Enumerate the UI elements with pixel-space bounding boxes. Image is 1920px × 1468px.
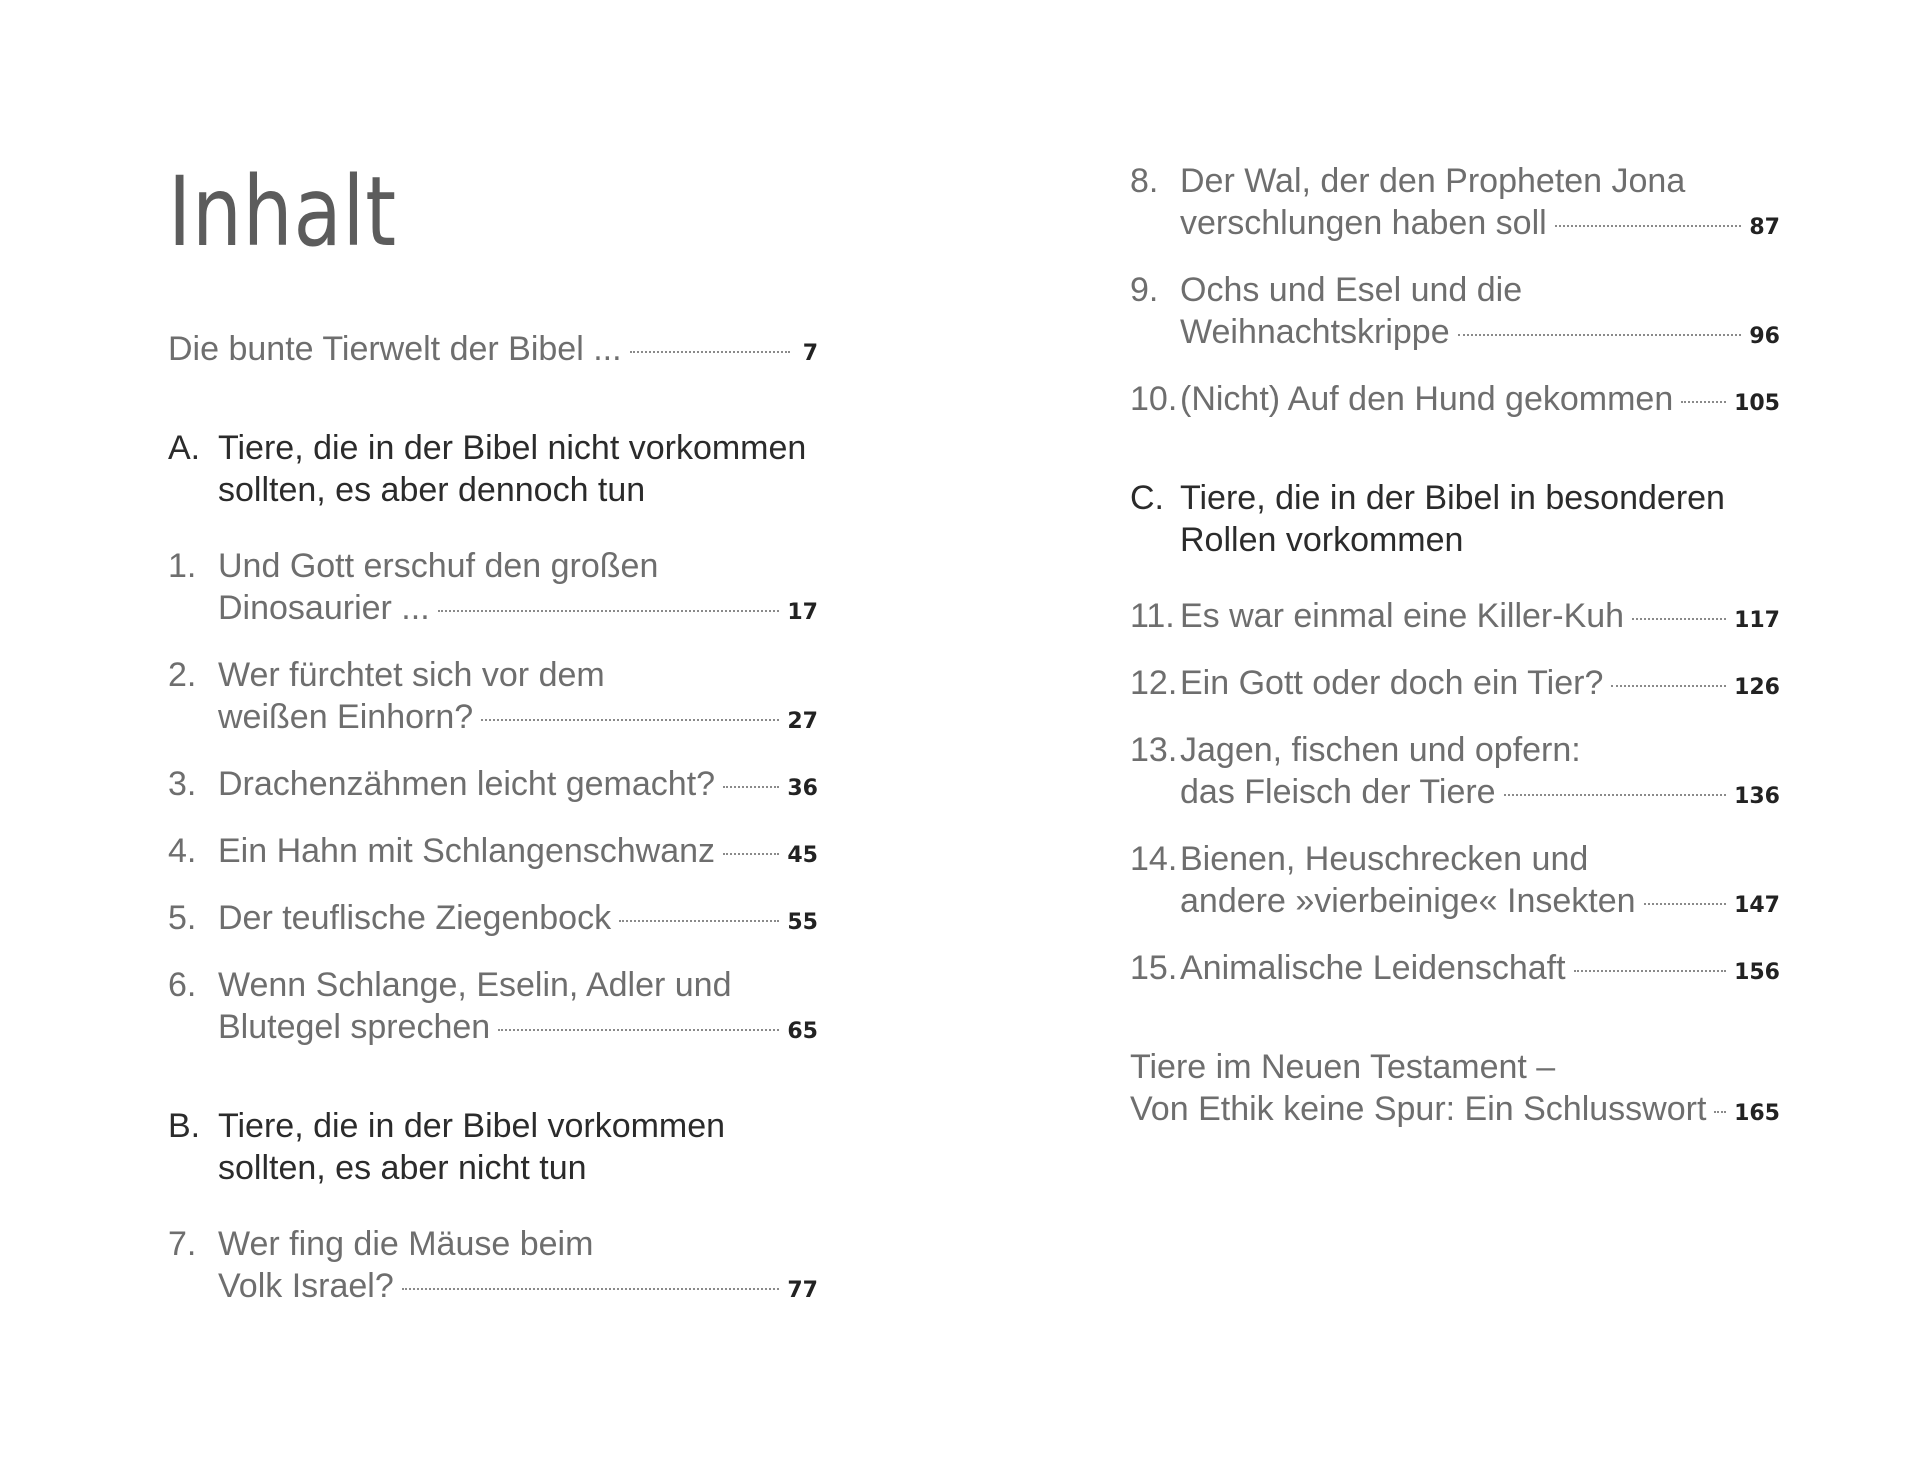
- toc-closing: [1130, 1046, 1780, 1135]
- chapter-number: 5.: [168, 899, 197, 937]
- chapter-number: 12.: [1130, 664, 1178, 702]
- toc-chapter-6: [168, 964, 818, 1053]
- chapter-title: (Nicht) Auf den Hund gekommen: [1180, 380, 1674, 418]
- page-number: 65: [787, 1019, 818, 1044]
- chapter-number: 1.: [168, 547, 197, 585]
- page-number: 36: [787, 776, 818, 801]
- toc-chapter-13: [1130, 729, 1780, 818]
- chapter-title-line2: Weihnachtskrippe: [1180, 313, 1450, 351]
- chapter-title-line2: weißen Einhorn?: [218, 698, 474, 736]
- page-number: 147: [1734, 893, 1780, 918]
- page-number: 126: [1734, 675, 1780, 700]
- page-number: 87: [1749, 215, 1780, 240]
- closing-title-line2: Von Ethik keine Spur: Ein Schlusswort: [1130, 1090, 1707, 1128]
- chapter-title-line2: Blutegel sprechen: [218, 1008, 491, 1046]
- toc-chapter-7: [168, 1223, 818, 1312]
- chapter-title: Der teuflische Ziegenbock: [218, 899, 612, 937]
- chapter-title-line2: andere »vierbeinige« Insekten: [1180, 882, 1636, 920]
- dot-leader: [723, 786, 779, 788]
- dot-leader: [481, 719, 779, 721]
- toc-chapter-3: [168, 763, 818, 810]
- dot-leader: [402, 1288, 780, 1290]
- section-letter: C.: [1130, 479, 1164, 517]
- section-letter: A.: [168, 429, 201, 467]
- chapter-title-line1: Und Gott erschuf den großen: [218, 547, 659, 585]
- chapter-number: 15.: [1130, 949, 1178, 987]
- toc-right-column: [1130, 160, 1780, 1135]
- toc-chapter-15: [1130, 947, 1780, 994]
- chapter-number: 6.: [168, 966, 197, 1004]
- chapter-title-line1: Der Wal, der den Propheten Jona: [1180, 162, 1686, 200]
- page-number: 165: [1734, 1101, 1780, 1126]
- section-title-line2: Rollen vorkommen: [1180, 521, 1464, 559]
- chapter-title-line1: Wenn Schlange, Eselin, Adler und: [218, 966, 732, 1004]
- dot-leader: [619, 920, 779, 922]
- toc-chapter-5: [168, 897, 818, 944]
- chapter-number: 14.: [1130, 840, 1178, 878]
- page-number: 96: [1749, 324, 1780, 349]
- closing-title-line1: Tiere im Neuen Testament –: [1130, 1048, 1556, 1086]
- toc-left-column: [168, 328, 818, 1312]
- chapter-title: Drachenzähmen leicht gemacht?: [218, 765, 716, 803]
- chapter-number: 3.: [168, 765, 197, 803]
- chapter-number: 11.: [1130, 597, 1175, 635]
- chapter-number: 4.: [168, 832, 197, 870]
- page-title: Inhalt: [168, 156, 397, 268]
- dot-leader: [630, 351, 790, 353]
- toc-chapter-4: [168, 830, 818, 877]
- dot-leader: [1611, 685, 1726, 687]
- chapter-number: 9.: [1130, 271, 1159, 309]
- page-number: 27: [787, 709, 818, 734]
- toc-chapter-12: [1130, 662, 1780, 709]
- dot-leader: [1574, 970, 1727, 972]
- section-title-line2: sollten, es aber nicht tun: [218, 1149, 587, 1187]
- chapter-title: Ein Hahn mit Schlangenschwanz: [218, 832, 716, 870]
- chapter-title-line1: Wer fürchtet sich vor dem: [218, 656, 605, 694]
- page-number: 156: [1734, 960, 1780, 985]
- chapter-title: Animalische Leidenschaft: [1180, 949, 1566, 987]
- chapter-title-line1: Jagen, fischen und opfern:: [1180, 731, 1581, 769]
- page-number: 136: [1734, 784, 1780, 809]
- toc-chapter-11: [1130, 595, 1780, 642]
- chapter-number: 13.: [1130, 731, 1178, 769]
- dot-leader: [723, 853, 779, 855]
- chapter-title: Es war einmal eine Killer-Kuh: [1180, 597, 1625, 635]
- toc-chapter-9: [1130, 269, 1780, 358]
- page-number: 105: [1734, 391, 1780, 416]
- toc-chapter-2: [168, 654, 818, 743]
- dot-leader: [438, 610, 780, 612]
- section-c: [1130, 477, 1780, 561]
- section-letter: B.: [168, 1107, 201, 1145]
- dot-leader: [1644, 903, 1727, 905]
- dot-leader: [1555, 225, 1742, 227]
- page-number: 117: [1734, 608, 1780, 633]
- section-title-line1: Tiere, die in der Bibel in besonderen: [1180, 479, 1725, 517]
- dot-leader: [1714, 1111, 1726, 1113]
- dot-leader: [1681, 401, 1726, 403]
- toc-chapter-8: [1130, 160, 1780, 249]
- chapter-number: 8.: [1130, 162, 1159, 200]
- chapter-title-line2: Dinosaurier ...: [218, 589, 430, 627]
- section-title-line2: sollten, es aber dennoch tun: [218, 471, 646, 509]
- toc-chapter-14: [1130, 838, 1780, 927]
- page-number: 17: [787, 600, 818, 625]
- toc-intro-title: Die bunte Tierwelt der Bibel ...: [168, 330, 622, 368]
- section-a: [168, 427, 818, 511]
- page-number: 77: [787, 1278, 818, 1303]
- dot-leader: [1504, 794, 1726, 796]
- page-number: 55: [787, 910, 818, 935]
- toc-chapter-10: [1130, 378, 1780, 425]
- section-b: [168, 1105, 818, 1189]
- chapter-number: 10.: [1130, 380, 1178, 418]
- page-number: 45: [787, 843, 818, 868]
- chapter-title-line1: Ochs und Esel und die: [1180, 271, 1523, 309]
- toc-intro: [168, 328, 818, 375]
- section-title-line1: Tiere, die in der Bibel vorkommen: [218, 1107, 726, 1145]
- chapter-title-line1: Bienen, Heuschrecken und: [1180, 840, 1589, 878]
- chapter-title-line1: Wer fing die Mäuse beim: [218, 1225, 594, 1263]
- toc-chapter-1: [168, 545, 818, 634]
- chapter-title: Ein Gott oder doch ein Tier?: [1180, 664, 1604, 702]
- dot-leader: [498, 1029, 779, 1031]
- dot-leader: [1632, 618, 1726, 620]
- section-title-line1: Tiere, die in der Bibel nicht vorkommen: [218, 429, 807, 467]
- chapter-title-line2: verschlungen haben soll: [1180, 204, 1547, 242]
- chapter-number: 7.: [168, 1225, 197, 1263]
- chapter-title-line2: Volk Israel?: [218, 1267, 394, 1305]
- page-number: 7: [802, 341, 818, 366]
- chapter-title-line2: das Fleisch der Tiere: [1180, 773, 1496, 811]
- chapter-number: 2.: [168, 656, 197, 694]
- dot-leader: [1458, 334, 1742, 336]
